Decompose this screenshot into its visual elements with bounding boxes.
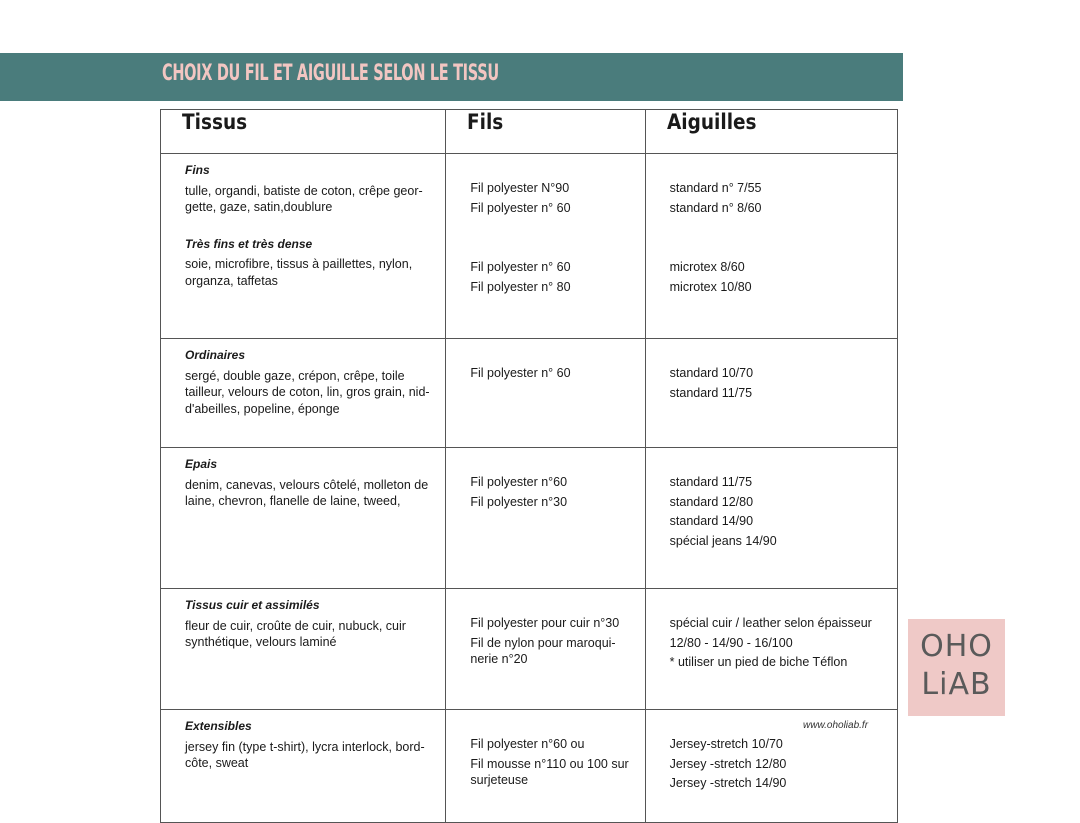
logo-line-2: LiAB [921,667,992,702]
aiguilles-cell [645,339,897,448]
page-title: CHOIX DU FIL ET AIGUILLE SELON LE TISSU [162,61,499,86]
logo-line-1: OHO [920,629,993,664]
needle-item: spécial cuir / leather selon épaisseur [669,616,872,630]
thread-item: Fil polyester n°60 [470,475,568,489]
fabric-description: denim, canevas, velours côtelé, molleton de laine, chevron, flanelle de laine, tweed, [185,477,429,508]
needle-item: standard 10/70 [669,366,754,380]
fabric-description: soie, microfibre, tissus à paillettes, nylon, organza, taffetas [185,257,413,288]
thread-item: Fil de nylon pour maroqui- nerie n°20 [470,635,616,666]
needle-item: Jersey -stretch 14/90 [669,776,787,790]
thread-item: Fil mousse n°110 ou 100 sur surjeteuse [470,756,629,787]
needle-item: 12/80 - 14/90 - 16/100 [669,635,793,650]
aiguilles-cell [645,154,897,339]
thread-item: Fil polyester n° 60 [470,366,571,380]
thread-item: Fil polyester n° 60 [470,260,571,274]
needle-item: standard 11/75 [669,475,753,489]
header-banner [0,53,903,101]
table-row [161,710,898,823]
table-row [161,448,898,589]
fabric-description: sergé, double gaze, crépon, crêpe, toile tailleur, velours de coton, lin, gros grain, nid-d'abeilles, popeline, éponge [185,368,430,416]
tissus-cell [161,448,446,589]
fils-cell [446,154,645,339]
fils-cell [446,448,645,589]
column-header-aiguilles: Aiguilles [645,110,897,154]
aiguilles-cell [645,589,897,710]
fabric-description: tulle, organdi, batiste de coton, crêpe geor- gette, gaze, satin,doublure [185,183,423,214]
needle-item: standard 12/80 [669,494,754,509]
needle-item: microtex 8/60 [669,260,745,274]
needle-item: standard n° 8/60 [669,200,762,215]
fabric-description: fleur de cuir, croûte de cuir, nubuck, cuir synthétique, velours laminé [185,618,406,649]
oholiab-logo [908,619,1005,716]
thread-item: Fil polyester n° 60 [470,200,571,215]
table-row [161,154,898,339]
thread-item: Fil polyester N°90 [470,181,570,195]
fabric-category: Epais [185,457,218,471]
tissus-cell [161,339,446,448]
needle-item: standard 14/90 [669,514,754,528]
needle-item: * utiliser un pied de biche Téflon [669,655,848,669]
tissus-cell [161,710,446,823]
thread-item: Fil polyester pour cuir n°30 [470,616,620,630]
table-row [161,589,898,710]
fabric-description: jersey fin (type t-shirt), lycra interlock, bord-côte, sweat [185,739,425,770]
needle-item: standard 11/75 [669,385,753,400]
thread-item: Fil polyester n°60 ou [470,737,585,751]
column-header-fils: Fils [446,110,645,154]
needle-item: Jersey -stretch 12/80 [669,756,787,771]
table-header-row [161,110,898,154]
needle-item: microtex 10/80 [669,279,752,294]
fabric-category: Ordinaires [185,348,246,362]
needle-item: spécial jeans 14/90 [669,533,777,548]
fabric-category: Tissus cuir et assimilés [185,598,320,612]
fils-cell [446,339,645,448]
website-url: www.oholiab.fr [803,720,869,731]
table-row [161,339,898,448]
aiguilles-cell [645,448,897,589]
tissus-cell [161,154,446,339]
thread-item: Fil polyester n°30 [470,494,568,509]
fils-cell [446,589,645,710]
fabric-category: Très fins et très dense [185,236,313,251]
tissus-cell [161,589,446,710]
fabric-category: Extensibles [185,719,252,733]
needle-item: Jersey-stretch 10/70 [669,737,783,751]
column-header-tissus: Tissus [161,110,446,154]
thread-needle-table [160,109,898,823]
fabric-category: Fins [185,163,210,177]
needle-item: standard n° 7/55 [669,181,762,195]
thread-item: Fil polyester n° 80 [470,279,571,294]
fils-cell [446,710,645,823]
